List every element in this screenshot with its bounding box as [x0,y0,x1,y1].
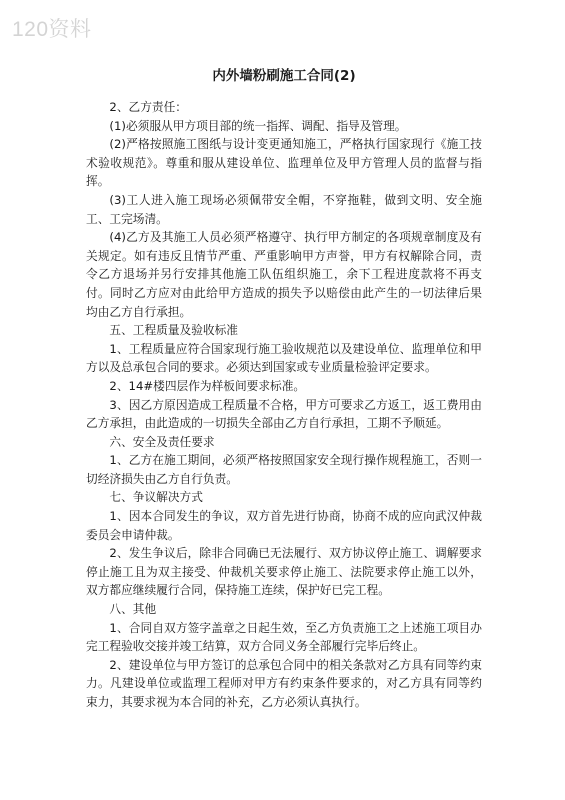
watermark-logo: 120资料 [12,18,92,41]
paragraph: 2、建设单位与甲方签订的总承包合同中的相关条款对乙方具有同等约束力。凡建设单位或监理工程师对甲方有约束条件要求的，对乙方具有同等约束力，其要求视为本合同的补充，乙方必须认真执行。 [86,657,482,709]
paragraph: (4)乙方及其施工人员必须严格遵守、执行甲方制定的各项规章制度及有关规定。如有违反且情节严重、严重影响甲方声誉，甲方有权解除合同，责令乙方退场并另行安排其他施工队伍组织施工，余下工程进度款将不再支付。同时乙方应对由此给甲方造成的损失予以赔偿由此产生的一切法律后果均由乙方自行承担。 [86,230,482,319]
paragraph: 2、发生争议后，除非合同确已无法履行、双方协议停止施工、调解要求停止施工且为双主接受、仲裁机关要求停止施工、法院要求停止施工以外，双方都应继续履行合同，保持施工连续，保护好已完工程。 [86,546,482,598]
section-heading: 八、其他 [109,602,157,617]
document-title: 内外墙粉刷施工合同(2) [212,68,356,84]
paragraph: 1、合同自双方签字盖章之日起生效，至乙方负责施工之上述施工项目办完工程验收交接并竣工结算，双方合同义务全部履行完毕后终止。 [86,620,482,654]
paragraph: 1、工程质量应符合国家现行施工验收规范以及建设单位、监理单位和甲方以及总承包合同的要求。必须达到国家或专业质量检验评定要求。 [86,341,482,375]
paragraph: (2)严格按照施工图纸与设计变更通知施工，严格执行国家现行《施工技术验收规范》。尊重和服从建设单位、监理单位及甲方管理人员的监督与指挥。 [86,137,482,189]
section-heading: 2、乙方责任： [109,100,187,114]
paragraph: (1)必须服从甲方项目部的统一指挥、调配、指导及管理。 [109,118,407,133]
section-heading: 六、安全及责任要求 [109,434,215,449]
paragraph: 1、因本合同发生的争议，双方首先进行协商，协商不成的应向武汉仲裁委员会申请仲裁。 [86,509,482,542]
paragraph: 3、因乙方原因造成工程质量不合格，甲方可要求乙方返工，返工费用由乙方承担，由此造成的一切损失全部由乙方自行承担，工期不予顺延。 [86,397,482,431]
document-body [86,68,482,712]
paragraph: 2、14#楼四层作为样板间要求标准。 [109,378,306,393]
section-heading: 七、争议解决方式 [109,490,203,505]
paragraph: (3)工人进入施工现场必须佩带安全帽，不穿拖鞋，做到文明、安全施工、工完场清。 [86,192,482,226]
section-heading: 五、工程质量及验收标准 [109,323,238,338]
paragraph: 1、乙方在施工期间，必须严格按照国家安全现行操作规程施工，否则一切经济损失由乙方自行负责。 [86,453,482,486]
